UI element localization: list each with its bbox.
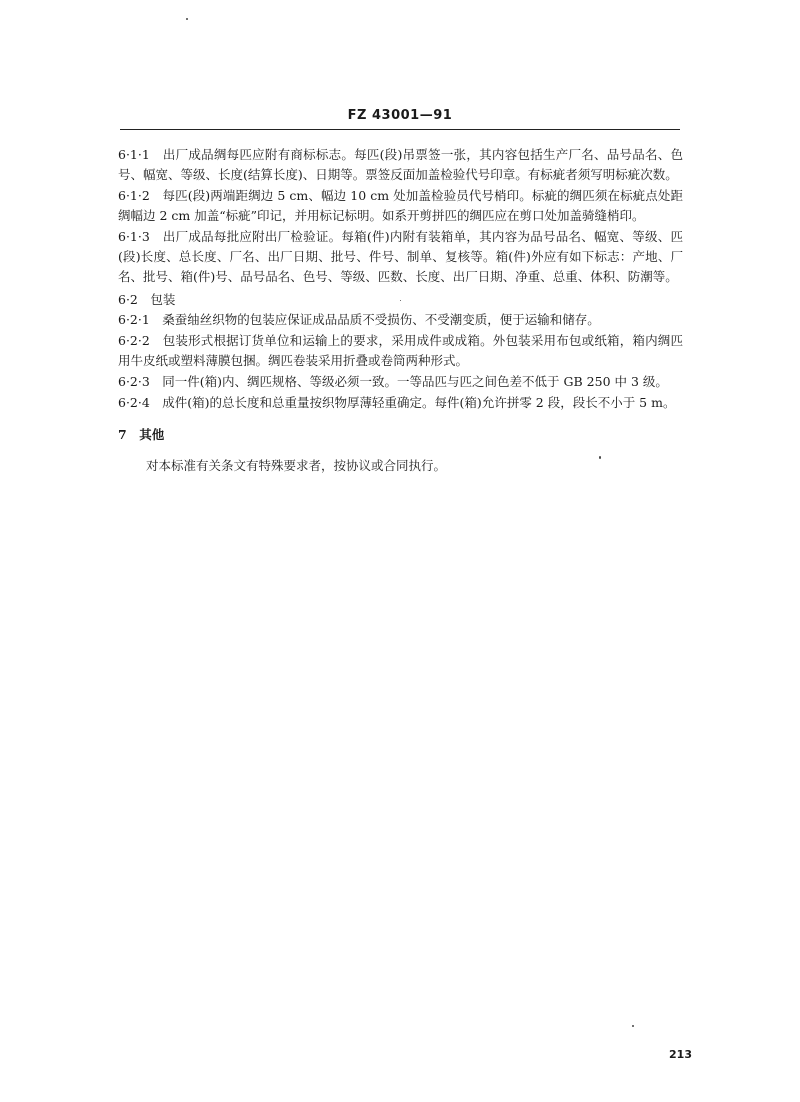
section-7-heading: 7 其他	[118, 427, 165, 442]
scan-speck	[599, 456, 601, 459]
clause-6-2-3: 6·2·3 同一件(箱)内、绸匹规格、等级必须一致。一等品匹与匹之间色差不低于 GB 250 中 3 级。	[118, 374, 668, 389]
clause-6-2-4: 6·2·4 成件(箱)的总长度和总重量按织物厚薄轻重确定。每件(箱)允许拼零 2 段，段长不小于 5 m。	[118, 395, 676, 410]
scan-speck	[186, 18, 188, 20]
clause-6-1-1: 6·1·1 出厂成品绸每匹应附有商标标志。每匹(段)吊票签一张，其内容包括生产厂名、品号品名、色号、幅宽、等级、长度(结算长度)、日期等。票签反面加盖检验代号印章。有标疵者须写明标疵次数。	[118, 147, 683, 182]
section-7-body: 对本标准有关条文有特殊要求者，按协议或合同执行。	[146, 458, 447, 473]
clause-6-1-3: 6·1·3 出厂成品每批应附出厂检验证。每箱(件)内附有装箱单，其内容为品号品名、幅宽、等级、匹(段)长度、总长度、厂名、出厂日期、批号、件号、制单、复核等。箱(件)外应有如下标志：产地、厂名、批号、箱(件)号、品号品名、色号、等级、匹数、长度、出厂日期、净重、总重、体积、防潮等。	[118, 229, 683, 284]
clause-6-1-2: 6·1·2 每匹(段)两端距绸边 5 cm、幅边 10 cm 处加盖检验员代号梢印。标疵的绸匹须在标疵点处距绸幅边 2 cm 加盖“标疵”印记，并用标记标明。如系开剪拼匹的绸匹应在剪口处加盖骑缝梢印。	[118, 188, 683, 223]
scan-speck	[400, 300, 401, 301]
clause-6-2-1: 6·2·1 桑蚕䌷丝织物的包装应保证成品品质不受损伤、不受潮变质，便于运输和储存。	[118, 312, 600, 327]
standard-code: FZ 43001—91	[347, 108, 453, 123]
page-number: 213	[669, 1048, 692, 1061]
section-6-2-heading: 6·2 包装	[118, 292, 176, 307]
scan-speck	[632, 1025, 634, 1027]
clause-6-2-2: 6·2·2 包装形式根据订货单位和运输上的要求，采用成件或成箱。外包装采用布包或纸箱，箱内绸匹用牛皮纸或塑料薄膜包捆。绸匹卷装采用折叠或卷筒两种形式。	[118, 333, 683, 368]
header-rule	[120, 129, 680, 130]
